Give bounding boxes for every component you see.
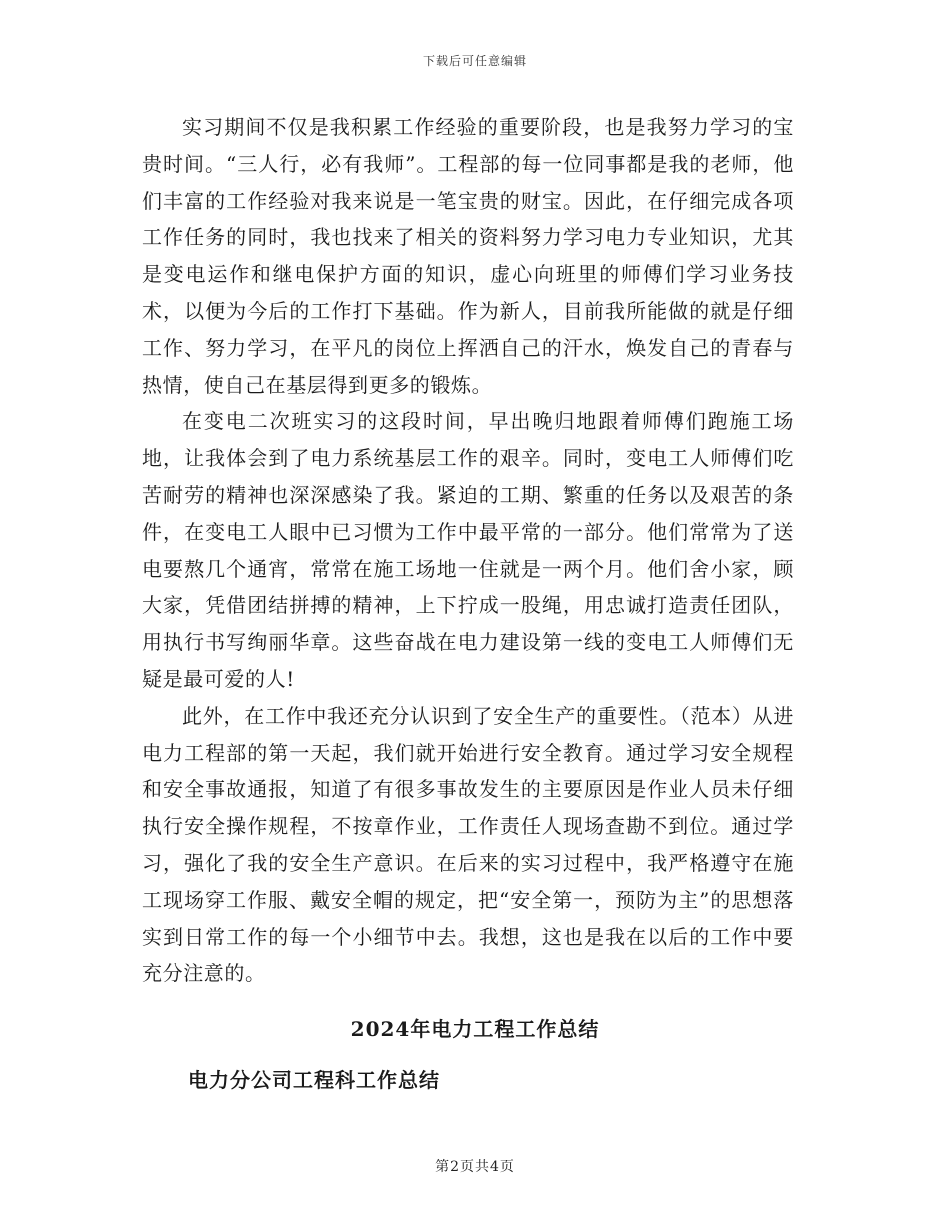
paragraph-internship-learning: 实习期间不仅是我积累工作经验的重要阶段，也是我努力学习的宝贵时间。“三人行，必有我师”。工程部的每一位同事都是我的老师，他们丰富的工作经验对我来说是一笔宝贵的财宝。因此，在仔细完成各项工作任务的同时，我也找来了相关的资料努力学习电力专业知识，尤其是变电运作和继电保护方面的知识，虚心向班里的师傅们学习业务技术，以便为今后的工作打下基础。作为新人，目前我所能做的就是仔细工作、努力学习，在平凡的岗位上挥洒自己的汗水，焕发自己的青春与热情，使自己在基层得到更多的锻炼。 xyxy=(142,115,794,397)
paragraph-safety: 此外，在工作中我还充分认识到了安全生产的重要性。（范本）从进电力工程部的第一天起，我们就开始进行安全教育。通过学习安全规程和安全事故通报，知道了有很多事故发生的主要原因是作业人员未仔细执行安全操作规程，不按章作业，工作责任人现场查勘不到位。通过学习，强化了我的安全生产意识。在后来的实习过程中，我严格遵守在施工现场穿工作服、戴安全帽的规定，把“安全第一，预防为主”的思想落实到日常工作的每一个小细节中去。我想，这也是我在以后的工作中要充分注意的。 xyxy=(142,703,794,986)
paragraph-substation-work: 在变电二次班实习的这段时间，早出晚归地跟着师傅们跑施工场地，让我体会到了电力系统基层工作的艰辛。同时，变电工人师傅们吃苦耐劳的精神也深深感染了我。紧迫的工期、繁重的任务以及艰苦的条件，在变电工人眼中已习惯为工作中最平常的一部分。他们常常为了送电要熬几个通宵，常常在施工场地一住就是一两个月。他们舍小家，顾大家，凭借团结拼搏的精神，上下拧成一股绳，用忠诚打造责任团队，用执行书写绚丽华章。这些奋战在电力建设第一线的变电工人师傅们无疑是最可爱的人! xyxy=(142,409,794,691)
page-number: 第2页共4页 xyxy=(435,1159,515,1175)
section-heading: 电力分公司工程科工作总结 xyxy=(188,1068,440,1092)
document-title: 2024年电力工程工作总结 xyxy=(350,1017,600,1041)
page-header-note: 下载后可任意编辑 xyxy=(422,54,527,68)
body-text xyxy=(142,109,794,992)
